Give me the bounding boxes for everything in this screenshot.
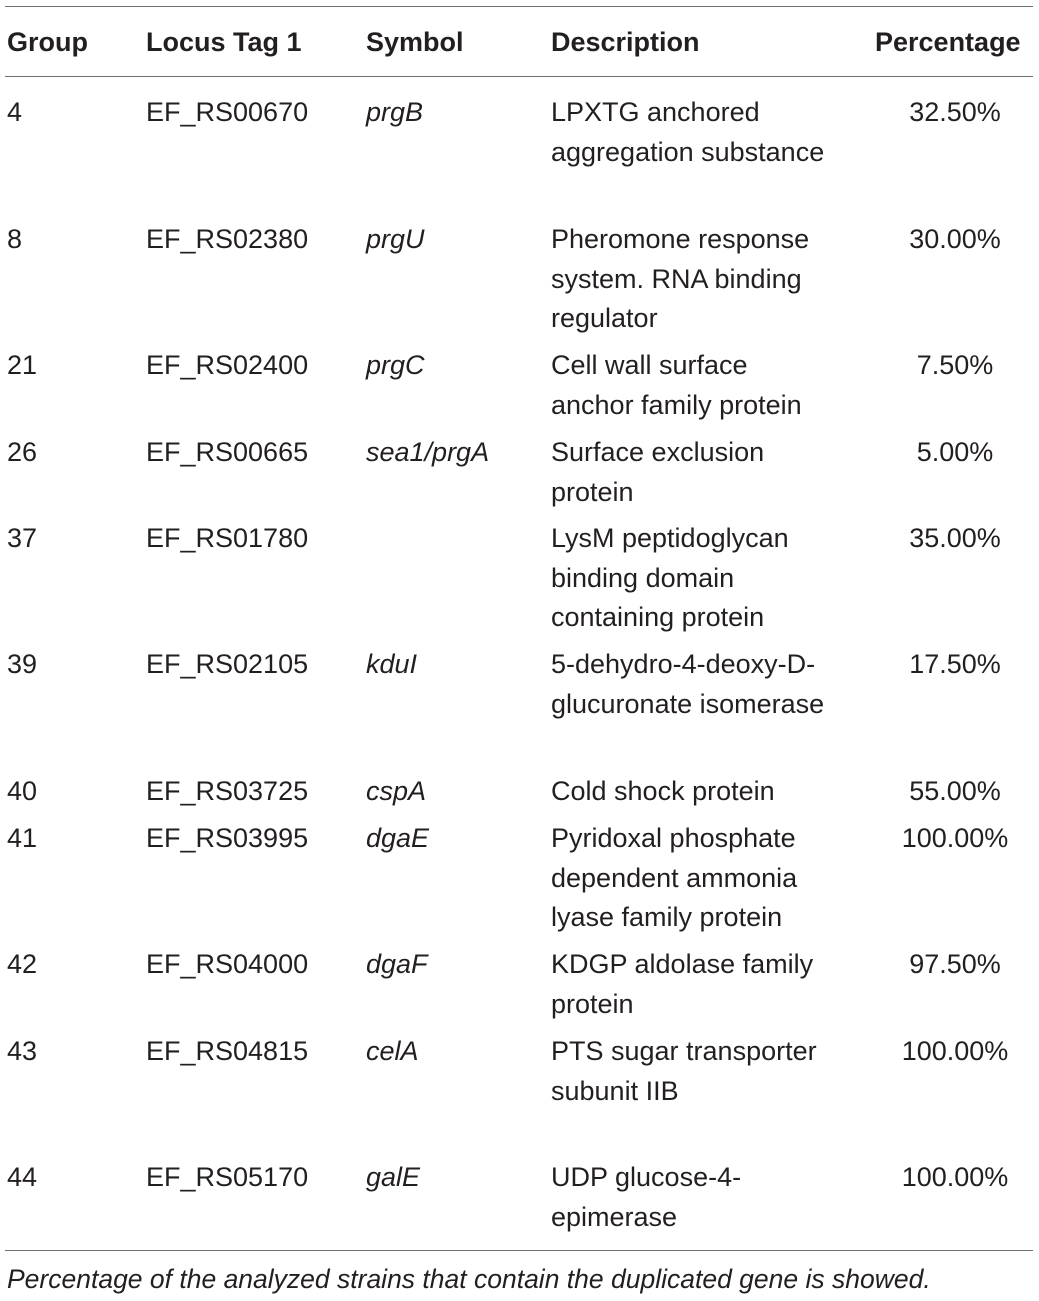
cell-percentage: 7.50% [916,350,994,380]
cell-symbol: prgU [366,224,425,254]
table-row [0,772,1039,819]
cell-symbol: celA [366,1036,419,1066]
table-body [0,93,1039,1245]
cell-percentage: 100.00% [901,823,1009,853]
table-header-rule [5,76,1033,77]
header-group: Group [7,27,88,57]
cell-percentage: 55.00% [909,776,1001,806]
table-header [0,18,1039,66]
cell-symbol: cspA [366,776,427,806]
cell-locus-tag: EF_RS03995 [146,823,309,853]
cell-symbol: sea1/prgA [366,437,490,467]
header-symbol: Symbol [366,27,464,57]
cell-group: 21 [7,350,38,380]
table-row [0,220,1039,346]
cell-locus-tag: EF_RS03725 [146,776,309,806]
cell-symbol: dgaF [366,949,428,979]
table-row [0,645,1039,772]
cell-group: 39 [7,649,38,679]
table-row [0,1032,1039,1158]
table-row [0,346,1039,433]
cell-symbol: prgC [366,350,425,380]
table-bottom-rule [5,1250,1033,1251]
cell-group: 42 [7,949,38,979]
cell-group: 4 [7,97,23,127]
cell-group: 8 [7,224,23,254]
cell-group: 26 [7,437,38,467]
cell-description: PTS sugar transporter subunit IIB [551,1036,817,1106]
cell-locus-tag: EF_RS02380 [146,224,309,254]
cell-group: 44 [7,1162,38,1192]
table-row [0,519,1039,645]
cell-percentage: 17.50% [909,649,1001,679]
cell-description: Cold shock protein [551,776,775,806]
cell-locus-tag: EF_RS01780 [146,523,309,553]
cell-group: 37 [7,523,38,553]
cell-description: 5-dehydro-4-deoxy-D-glucuronate isomerase [551,649,825,719]
cell-symbol: galE [366,1162,421,1192]
cell-locus-tag: EF_RS00670 [146,97,309,127]
table-row [0,1158,1039,1245]
cell-description: Pheromone response system. RNA binding regulator [551,224,810,333]
table-row [0,945,1039,1032]
table-row [0,93,1039,220]
cell-locus-tag: EF_RS04000 [146,949,309,979]
cell-percentage: 30.00% [909,224,1001,254]
cell-description: UDP glucose-4-epimerase [551,1162,742,1232]
cell-group: 43 [7,1036,38,1066]
cell-symbol: kduI [366,649,418,679]
cell-percentage: 32.50% [909,97,1001,127]
header-locus-tag: Locus Tag 1 [146,27,302,57]
cell-description: Cell wall surface anchor family protein [551,350,802,420]
cell-locus-tag: EF_RS05170 [146,1162,309,1192]
header-percentage: Percentage [875,27,1021,57]
cell-percentage: 97.50% [909,949,1001,979]
cell-percentage: 100.00% [901,1162,1009,1192]
cell-group: 41 [7,823,38,853]
cell-description: LysM peptidoglycan binding domain containing protein [551,523,789,632]
table-footnote: Percentage of the analyzed strains that contain the duplicated gene is showed. [7,1264,931,1294]
cell-description: LPXTG anchored aggregation substance [551,97,825,167]
cell-percentage: 100.00% [901,1036,1009,1066]
cell-locus-tag: EF_RS04815 [146,1036,309,1066]
cell-percentage: 5.00% [916,437,994,467]
cell-description: Pyridoxal phosphate dependent ammonia lyase family protein [551,823,798,932]
cell-symbol: prgB [366,97,424,127]
table-top-rule [5,6,1033,7]
cell-group: 40 [7,776,38,806]
cell-symbol: dgaE [366,823,430,853]
cell-locus-tag: EF_RS02400 [146,350,309,380]
table-row [0,433,1039,519]
cell-locus-tag: EF_RS02105 [146,649,309,679]
table-row [0,819,1039,945]
cell-locus-tag: EF_RS00665 [146,437,309,467]
header-description: Description [551,27,700,57]
cell-description: KDGP aldolase family protein [551,949,814,1019]
cell-description: Surface exclusion protein [551,437,765,507]
cell-percentage: 35.00% [909,523,1001,553]
